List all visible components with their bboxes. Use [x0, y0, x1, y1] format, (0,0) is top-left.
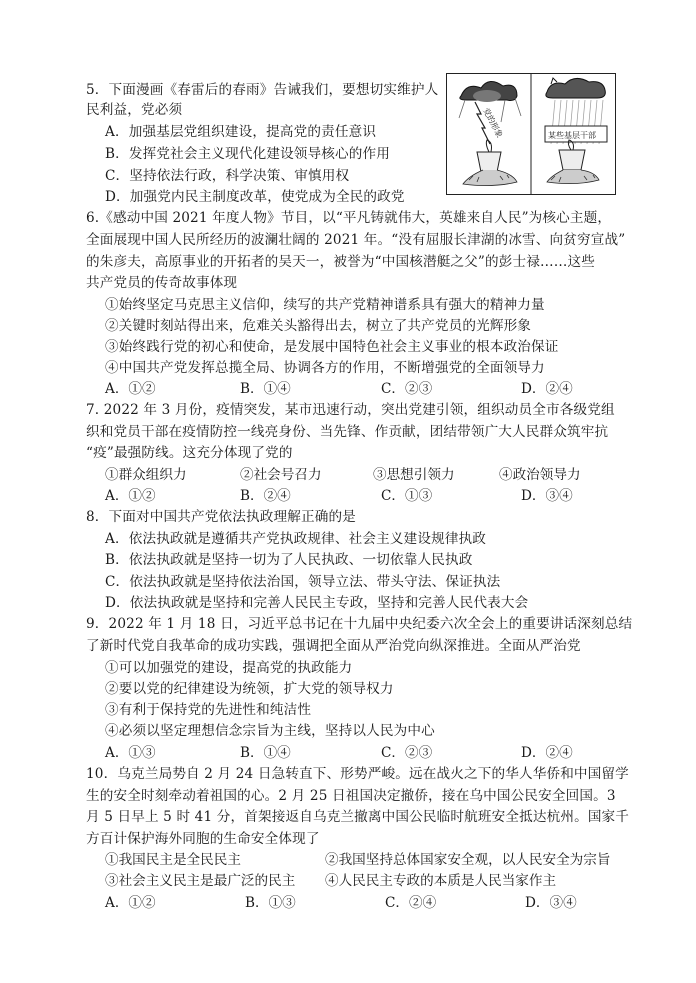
q9-stem-line-2: 了新时代党自我革命的成功实践，强调把全面从严治党向纵深推进。全面从严治党: [86, 638, 581, 654]
q6-stem-line-3: 的朱彦夫，高原事业的开拓者的吴天一，被誉为“中国核潜艇之父”的彭士禄……这些: [86, 254, 595, 270]
q10-item-4: ④人民民主专政的本质是人民当家作主: [325, 873, 557, 889]
q5-option-d: D．加强党内民主制度改革，使党成为全民的政党: [105, 189, 405, 205]
q9-choices: [105, 743, 625, 763]
q10-items-row-1: [105, 850, 625, 870]
q10-choice-a: A．①②: [105, 895, 156, 911]
q7-item-2: ②社会号召力: [240, 467, 322, 483]
q5-option-c: C．坚持依法行政，科学决策、审慎用权: [105, 168, 350, 184]
q9-choice-a: A．①③: [105, 745, 156, 761]
q10-choice-c: C．②④: [385, 895, 437, 911]
q6-stem-line-1: 6.《感动中国 2021 年度人物》节目，以“平凡铸就伟大，英雄来自人民”为核心主题，: [86, 210, 612, 226]
q6-item-2: ②关键时刻站得出来，危难关头豁得出去，树立了共产党员的光辉形象: [105, 318, 532, 334]
q10-item-1: ①我国民主是全民民主: [105, 852, 241, 868]
q7-items: [105, 465, 625, 485]
q9-stem-line-1: 9．2022 年 1 月 18 日，习近平总书记在十九届中央纪委六次全会上的重要讲话深刻总结: [86, 616, 633, 632]
q9-choice-b: B．①④: [240, 745, 291, 761]
q7-stem-line-1: 7. 2022 年 3 月份，疫情突发，某市迅速行动，突出党建引领，组织动员全市各级党组: [86, 402, 615, 418]
q8-option-c: C．依法执政就是坚持依法治国，领导立法、带头守法、保证执法: [105, 574, 501, 590]
q6-choice-a: A．①②: [105, 381, 156, 397]
q9-choice-c: C．②③: [381, 745, 433, 761]
q10-stem-line-4: 方百计保护海外同胞的生命安全体现了: [86, 831, 320, 847]
q6-stem-line-4: 共产党员的传奇故事体现: [86, 275, 238, 291]
cartoon-sign-text: 某些基层干部: [548, 131, 596, 140]
q7-item-4: ④政治领导力: [499, 467, 581, 483]
q6-choice-c: C．②③: [381, 381, 433, 397]
cartoon-illustration: [447, 74, 615, 194]
q6-choice-b: B．①④: [240, 381, 291, 397]
q5-cartoon: [446, 73, 616, 195]
q9-item-1: ①可以加强党的建设，提高党的执政能力: [105, 660, 353, 676]
q9-item-4: ④必须以坚定理想信念宗旨为主线，坚持以人民为中心: [105, 723, 435, 739]
cartoon-left-panel: [459, 81, 521, 185]
q10-choices: [105, 893, 625, 913]
q5-option-b: B．发挥党社会主义现代化建设领导核心的作用: [105, 146, 391, 162]
q10-choice-b: B．①③: [245, 895, 296, 911]
q7-item-3: ③思想引领力: [373, 467, 455, 483]
q6-item-4: ④中国共产党发挥总揽全局、协调各方的作用，不断增强党的全面领导力: [105, 360, 545, 376]
q9-item-2: ②要以党的纪律建设为统领，扩大党的领导权力: [105, 681, 394, 697]
cartoon-right-panel: [545, 78, 607, 184]
q7-item-1: ①群众组织力: [105, 467, 187, 483]
q5-option-a: A．加强基层党组织建设，提高党的责任意识: [105, 124, 377, 140]
q8-stem: 8．下面对中国共产党依法执政理解正确的是: [86, 509, 356, 525]
q6-choices: [105, 379, 625, 399]
q6-choice-d: D．②④: [521, 381, 573, 397]
q7-choice-d: D．③④: [521, 488, 573, 504]
q7-choice-a: A．①②: [105, 488, 156, 504]
q10-items-row-2: [105, 871, 625, 891]
q10-item-2: ②我国坚持总体国家安全观，以人民安全为宗旨: [325, 852, 611, 868]
q10-stem-line-2: 生的安全时刻牵动着祖国的心。2 月 25 日祖国决定撤侨，接在乌中国公民安全回国。3: [86, 788, 616, 804]
q9-item-3: ③有利于保持党的先进性和纯洁性: [105, 702, 312, 718]
q5-stem-line-2: 民利益，党必须: [86, 102, 183, 118]
cartoon-left-text: 党的形象: [481, 106, 505, 140]
q10-item-3: ③社会主义民主是最广泛的民主: [105, 873, 296, 889]
q10-stem-line-1: 10．乌克兰局势自 2 月 24 日急转直下、形势严峻。远在战火之下的华人华侨和中国留学: [86, 766, 629, 782]
q8-option-b: B．依法执政就是坚持一切为了人民执政、一切依靠人民执政: [105, 552, 473, 568]
q5-stem-line-1: 5．下面漫画《春雷后的春雨》告诫我们，要想切实维护人: [86, 82, 439, 98]
q6-stem-line-2: 全面展现中国人民所经历的波澜壮阔的 2021 年。“没有屈服长津湖的冰雪、向贫穷宣战”: [86, 232, 626, 248]
q6-item-1: ①始终坚定马克思主义信仰，续写的共产党精神谱系具有强大的精神力量: [105, 297, 545, 313]
q9-choice-d: D．②④: [521, 745, 573, 761]
q7-stem-line-3: “疫”最强防线。这充分体现了党的: [86, 445, 293, 461]
q7-choices: [105, 486, 625, 506]
q7-choice-c: C．①③: [381, 488, 433, 504]
q8-option-d: D．依法执政就是坚持和完善人民民主专政，坚持和完善人民代表大会: [105, 595, 529, 611]
q8-option-a: A．依法执政就是遵循共产党执政规律、社会主义建设规律执政: [105, 531, 487, 547]
q10-choice-d: D．③④: [525, 895, 577, 911]
q6-item-3: ③始终践行党的初心和使命，是发展中国特色社会主义事业的根本政治保证: [105, 339, 559, 355]
q10-stem-line-3: 月 5 日早上 5 时 41 分，首架接返自乌克兰撤离中国公民临时航班安全抵达杭州。国家千: [86, 809, 630, 825]
q7-stem-line-2: 织和党员干部在疫情防控一线亮身份、当先锋、作贡献，团结带领广大人民群众筑牢抗: [86, 424, 609, 440]
q7-choice-b: B．②④: [240, 488, 291, 504]
